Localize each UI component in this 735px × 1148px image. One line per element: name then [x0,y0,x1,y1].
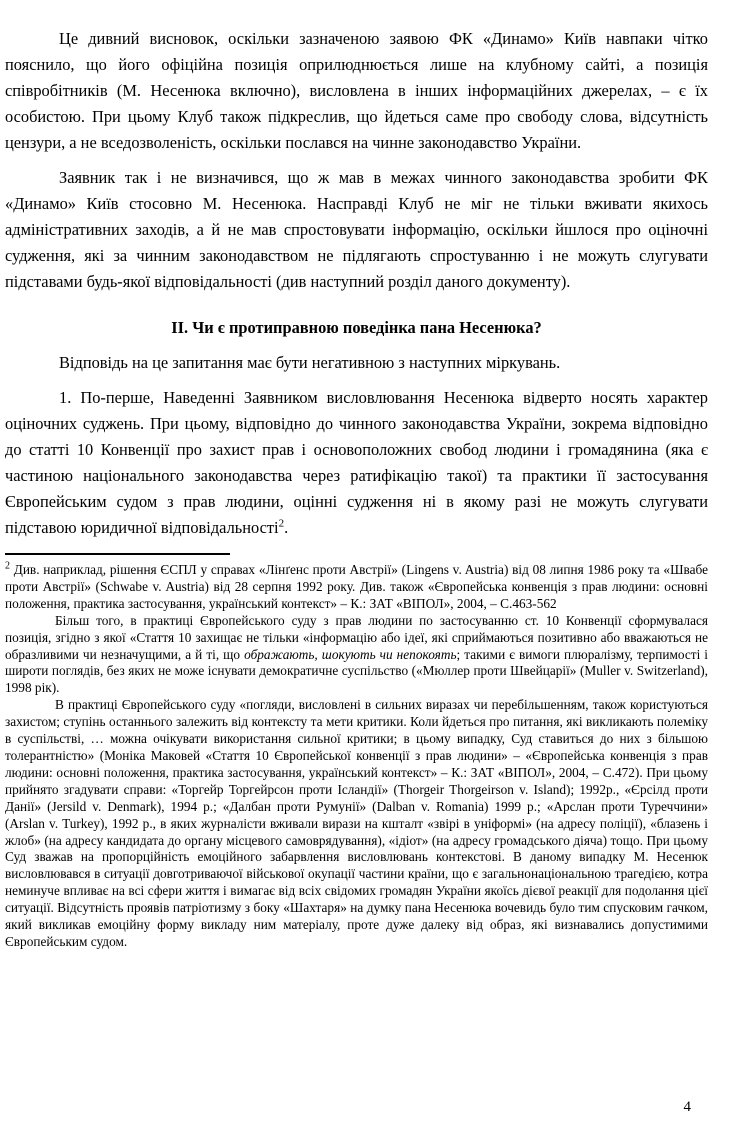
body-paragraph-4-text: 1. По-перше, Наведенні Заявником висловлювання Несенюка відверто носять характер оціночних суджень. При цьому, відповідно до чинного законодавства України, зокрема відповідно до статті 10 Конвенції про захист прав і основоположних свобод людини і громадянина (яка є частиною національного законодавства через ратифікацію такої) та практики її застосування Європейським судом з прав людини, оцінні судження ні в якому разі не можуть слугувати підставою юридичної відповідальності [5,388,708,537]
page-content [5,26,708,951]
footnote-paragraph-3: В практиці Європейського суду «погляди, висловлені в сильних виразах чи перебільшенням, також користуються захистом; ступінь останнього залежить від контексту та мети критики. Коли йдеться про питання, які викликають полеміку в суспільстві, … можна очікувати використання сильної критики; в цьому випадку, Суд ставиться до них з більшою толерантністю» (Моніка Маковей «Стаття 10 Європейської конвенції з прав людини» – «Європейська конвенція з прав людини: основні положення, практика застосування, український контекст» – К.: ЗАТ «ВІПОЛ», 2004, – С.472). При цьому прийнято згадувати справи: «Торгейр Торгейрсон проти Ісландії» (Thorgeir Thorgeirson v. Island); 1992р., «Єрсілд проти Данії» (Jersild v. Denmark), 1994 р.; «Далбан проти Румунії» (Dalban v. Romania) 1999 р.; «Арслан проти Туреччини» (Arslan v. Turkey), 1992 р., в яких журналісти вживали вирази на кшталт «звірі в уніформі» (на адресу поліції), «блазень і жлоб» (на адресу кандидата до органу місцевого самоврядування), «ідіот» (на адресу громадського діяча) тощо. При цьому Суд зважав на пропорційність емоційного забарвлення висловлювань контекстові. В даному випадку М. Несенюк висловлювався в ситуації довготриваючої військової окупації частини країни, що є загальнонаціональною трагедією, котра неминуче впливає на всі сфери життя і вимагає від всіх свідомих громадян України якоїсь дієвої реакції для подолання цієї ситуації. Відсутність проявів патріотизму з боку «Шахтаря» на думку пана Несенюка вочевидь було тим спусковим гачком, який викликав емоційну форму викладу ним матеріалу, проте дуже далеку від образ, які визнавались допустимими Європейським судом. [5,697,708,949]
footnote-2-text-end: ; такими є вимоги плюралізму, терпимості і широти поглядів, без яких не може існувати демократичне суспільство («Мюллер проти Швейцарії» (Muller v. Switzerland), 1998 рік). [5,646,708,696]
footnote-marker-2: 2 [5,560,10,572]
footnote-2-italic-text: ображають, шокують чи непокоять [244,646,457,662]
body-paragraph-4-period: . [284,518,289,537]
body-paragraph-1: Це дивний висновок, оскільки зазначеною заявою ФК «Динамо» Київ навпаки чітко пояснило, що його офіційна позиція оприлюднюється лише на клубному сайті, а позиція співробітників (М. Несенюка включно), висловлена в інших інформаційних джерелах, – є їх особистою. При цьому Клуб також підкреслив, що йдеться саме про свободу слова, відсутність цензури, а не вседозволеність, оскільки послався на чинне законодавство України. [5,29,708,152]
section-heading: ІІ. Чи є протиправною поведінка пана Несенюка? [171,318,542,337]
body-paragraph-3: Відповідь на це запитання має бути негативною з наступних міркувань. [59,353,561,372]
body-paragraph-2: Заявник так і не визначився, що ж мав в межах чинного законодавства зробити ФК «Динамо» Київ стосовно М. Несенюка. Насправді Клуб не міг не тільки вживати якихось адміністративних заходів, а й не мав спростовувати інформацію, оскільки йшлося про оціночні судження, які за чинним законодавством не підлягають спростуванню і не можуть слугувати підставами будь-якої відповідальності (див наступний розділ даного документу). [5,168,708,291]
footnote-paragraph-2 [5,613,708,698]
footnote-paragraph-1 [5,562,708,613]
footnote-reference-2: 2 [278,517,285,530]
body-paragraph-4 [5,385,708,541]
page-number: 4 [683,1099,691,1115]
footnotes-section [5,553,708,951]
footnote-1-text: Див. наприклад, рішення ЄСПЛ у справах «Лінґенс проти Австрії» (Lingens v. Austria) від 08 липня 1986 року та «Швабе проти Австрії» (Schwabe v. Austria) від 28 серпня 1992 року. Див. також «Європейська конвенція з прав людини: основні положення, практика застосування, український контекст» – К.: ЗАТ «ВІПОЛ», 2004, – С.463-562 [5,562,708,611]
footnote-2-text-start: Більш того, в практиці Європейського суду з прав людини по застосуванню ст. 10 Конвенції сформувалася позиція, згідно з якої «Стаття 10 захищає не тільки «інформацію або ідеї, які сприймаються позитивно або вважаються не образливими чи незначущими, а й ті, що [5,612,708,662]
footnote-separator [5,553,230,555]
